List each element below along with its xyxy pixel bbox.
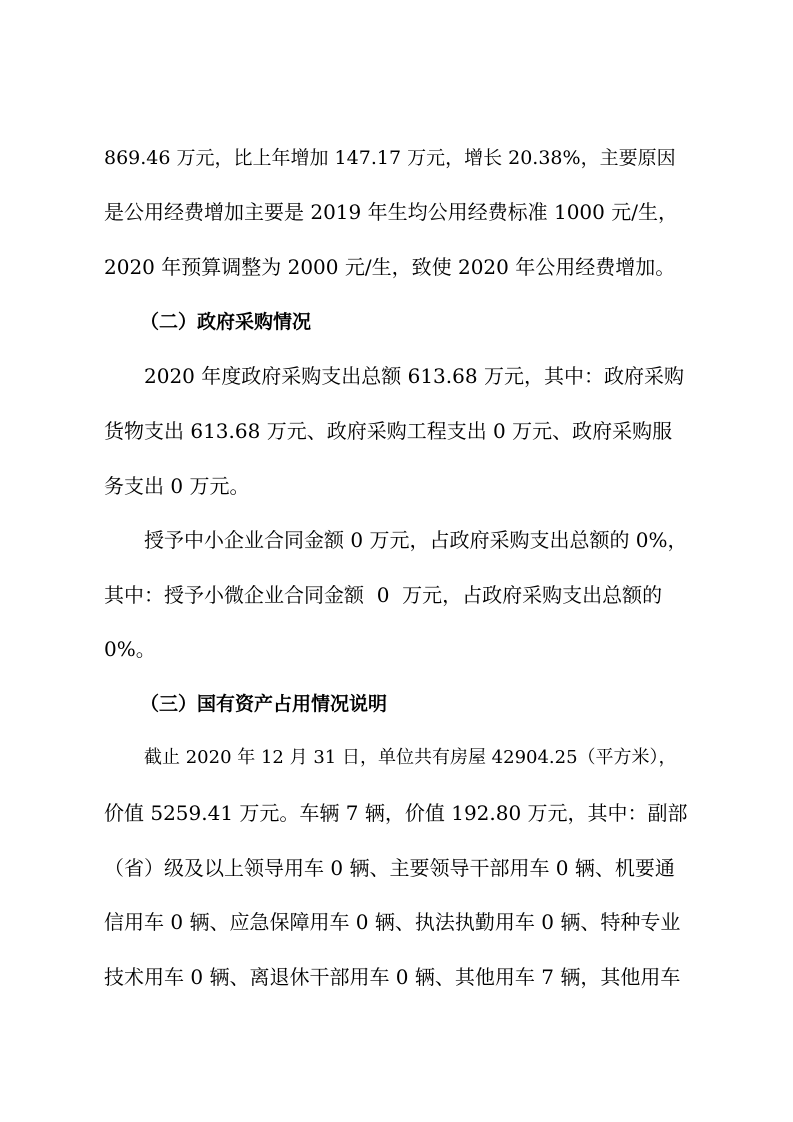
text-line: 2020 年预算调整为 2000 元/生，致使 2020 年公用经费增加。 (104, 255, 676, 279)
text-line: （省）级及以上领导用车 0 辆、主要领导干部用车 0 辆、机要通 (104, 856, 675, 880)
text-line: 截止 2020 年 12 月 31 日，单位共有房屋 42904.25（平方米）， (144, 747, 677, 768)
text-line: 授予中小企业合同金额 0 万元，占政府采购支出总额的 0%， (144, 528, 688, 552)
section-heading-state-assets: （三）国有资产占用情况说明 (140, 693, 388, 715)
text-line: 货物支出 613.68 万元、政府采购工程支出 0 万元、政府采购服 (104, 419, 673, 443)
text-line: 其中：授予小微企业合同金额 0 万元，占政府采购支出总额的 (104, 583, 663, 607)
text-line: 价值 5259.41 万元。车辆 7 辆，价值 192.80 万元，其中：副部 (104, 801, 688, 825)
text-line: 0%。 (104, 637, 156, 661)
text-line: 2020 年度政府采购支出总额 613.68 万元，其中：政府采购 (144, 364, 684, 388)
text-line: 869.46 万元，比上年增加 147.17 万元，增长 20.38%，主要原因 (104, 147, 676, 169)
text-line: 信用车 0 辆、应急保障用车 0 辆、执法执勤用车 0 辆、特种专业 (104, 910, 681, 934)
text-line: 是公用经费增加主要是 2019 年生均公用经费标准 1000 元/生， (104, 200, 678, 224)
text-line: 技术用车 0 辆、离退休干部用车 0 辆、其他用车 7 辆，其他用车 (104, 965, 681, 989)
section-heading-procurement: （二）政府采购情况 (140, 311, 312, 333)
text-line: 务支出 0 万元。 (104, 474, 250, 498)
